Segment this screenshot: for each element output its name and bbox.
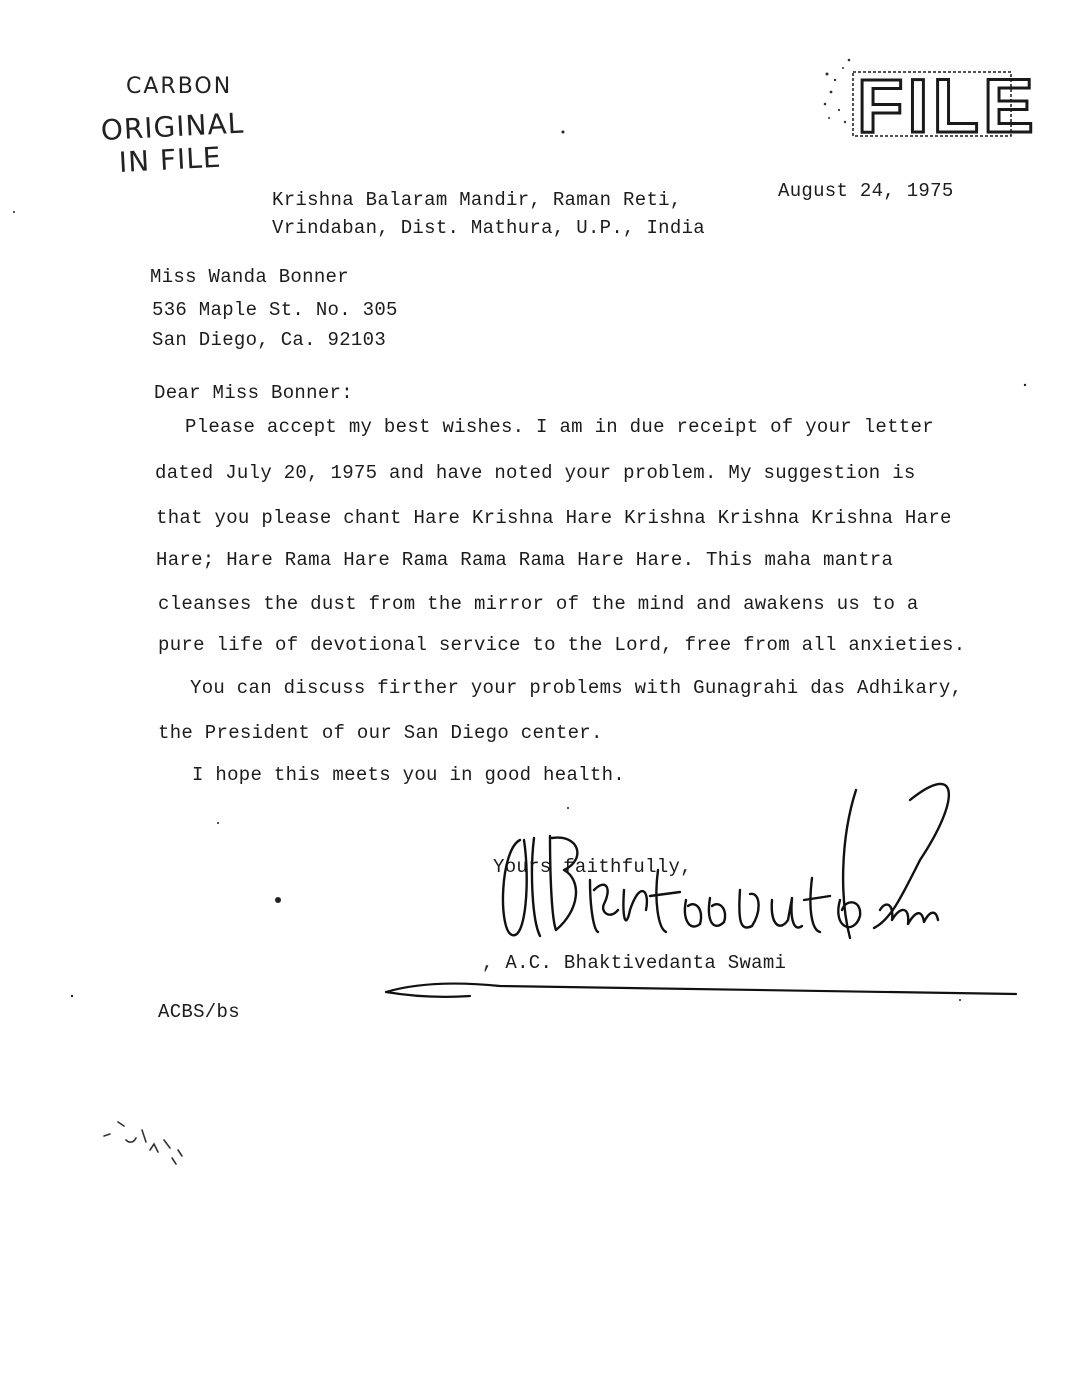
- recipient-city: San Diego, Ca. 92103: [152, 329, 387, 351]
- sender-address-line2: Vrindaban, Dist. Mathura, U.P., India: [272, 217, 705, 239]
- original-in-file-line1: ORIGINAL: [100, 106, 245, 147]
- file-stamp: [815, 56, 1038, 149]
- body-line: the President of our San Diego center.: [158, 722, 603, 744]
- signature-underline: [380, 974, 1020, 1014]
- body-line: dated July 20, 1975 and have noted your problem. My suggestion is: [155, 462, 916, 484]
- recipient-name: Miss Wanda Bonner: [150, 266, 349, 288]
- letter-date: August 24, 1975: [778, 180, 954, 202]
- body-line: You can discuss firther your problems with Gunagrahi das Adhikary,: [190, 677, 963, 699]
- file-stamp-text: FILE: [857, 64, 1038, 149]
- handwritten-signature: [490, 760, 970, 960]
- body-line: that you please chant Hare Krishna Hare Krishna Krishna Krishna Hare: [156, 507, 952, 529]
- typist-initials: ACBS/bs: [158, 1001, 240, 1023]
- signer-name: , A.C. Bhaktivedanta Swami: [482, 952, 787, 974]
- original-in-file-line2: IN FILE: [118, 140, 223, 179]
- body-line: Please accept my best wishes. I am in due receipt of your letter: [185, 416, 934, 438]
- body-line: I hope this meets you in good health.: [192, 764, 625, 786]
- closing: Yours faithfully,: [493, 856, 692, 878]
- recipient-street: 536 Maple St. No. 305: [152, 299, 398, 321]
- carbon-stamp: CARBON: [126, 74, 233, 99]
- salutation: Dear Miss Bonner:: [154, 382, 353, 404]
- sender-address-line1: Krishna Balaram Mandir, Raman Reti,: [272, 189, 682, 211]
- body-line: pure life of devotional service to the Lord, free from all anxieties.: [158, 634, 966, 656]
- body-line: Hare; Hare Rama Hare Rama Rama Rama Hare Hare. This maha mantra: [156, 549, 894, 571]
- body-line: cleanses the dust from the mirror of the mind and awakens us to a: [158, 593, 919, 615]
